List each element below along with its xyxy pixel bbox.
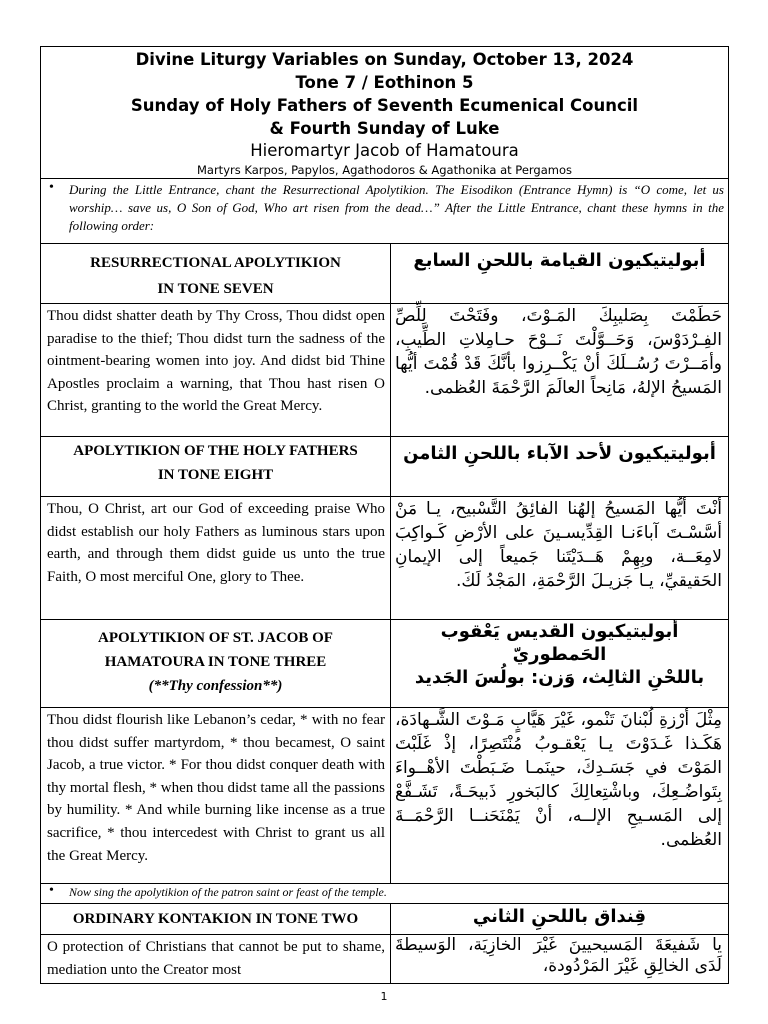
header-saint: Hieromartyr Jacob of Hamatoura xyxy=(250,141,519,160)
liturgy-page xyxy=(40,46,728,984)
page-number: 1 xyxy=(380,990,388,1003)
document-header xyxy=(41,47,729,179)
hymn3-en-text: Thou didst flourish like Lebanon’s cedar, * with no fear thou didst suffer martyrdom, * thou becamest, O saint Jacob, a true victor. * For thou didst conquer death with thy mortal flesh, * when thou didst tame all the passions by humility. * And while burning like incense as a true sacrifice, * thou intercedest with Christ to grant us all the Great Mercy. xyxy=(41,708,391,884)
hymn2-en-title: APOLYTIKION OF THE HOLY FATHERS IN TONE EIGHT xyxy=(41,437,391,497)
hymn1-ar-text: حَطَمْتَ بِصَليبِكَ المَـوْتَ، وفَتَحْتَ لِلِّصِّ الفِـرْدَوْسَ، وَحَــوَّلْتَ نَــوْحَ حـامِلاتِ الطِّيبِ، وأمَــرْتَ رُسُــلَكَ أنْ يَكْــرِزوا بأنَّكَ قَدْ قُمْتَ أيُّها المَسيحُ الإلهُ، مَانِحاً العالَمَ الرَّحْمَةَ العُظمى. xyxy=(391,304,729,437)
header-title: Divine Liturgy Variables on Sunday, October 13, 2024 xyxy=(135,50,634,69)
hymn3-en-title: APOLYTIKION OF ST. JACOB OF HAMATOURA IN TONE THREE (**Thy confession**) xyxy=(41,620,391,708)
hymn1-en-text: Thou didst shatter death by Thy Cross, Thou didst open paradise to the thief; Thou didst turn the sadness of the ointment-bearing women into joy. And didst bid Thine Apostles proclaim a warning, that Thou hast risen O Christ, granting to the world the Great Mercy. xyxy=(41,304,391,437)
hymn4-en-text: O protection of Christians that cannot be put to shame, mediation unto the Creator most xyxy=(41,935,391,984)
hymn3-ar-title: أبوليتيكيون القديس يَعْقوب الحَمطوريّ باللحْنِ الثالِث، وَزن: بولُسَ الجَديد xyxy=(391,620,729,708)
hymn4-en-title: ORDINARY KONTAKION IN TONE TWO xyxy=(41,904,391,935)
hymn1-ar-title: أبوليتيكيون القيامة باللحنِ السابع xyxy=(391,244,729,304)
header-martyrs: Martyrs Karpos, Papylos, Agathodoros & Agathonika at Pergamos xyxy=(196,163,572,177)
hymn4-ar-title: قِنداق باللحنِ الثاني xyxy=(391,904,729,935)
hymn2-ar-text: أنْتَ أيُّها المَسيحُ إلهُنا الفائِقُ التَّسْبيح، يـا مَنْ أسَّسْـتَ آباءَنـا القِدِّيسـينَ على الأرْضِ كَـواكِبَ لامِعَــة، وبِهِمْ هَــدَيْتَنا جَميعاً إلى الإيمانِ الحَقيقيِّ، يـا جَزيـلَ الرَّحْمَةِ، المَجْدُ لَكَ. xyxy=(391,497,729,620)
hymn2-en-text: Thou, O Christ, art our God of exceeding praise Who didst establish our holy Fathers as luminous stars upon earth, and through them didst guide us unto the true Faith, O most merciful One, glory to Thee. xyxy=(41,497,391,620)
patron-note-text: Now sing the apolytikion of the patron saint or feast of the temple. xyxy=(69,885,387,899)
hymn2-ar-title: أبوليتيكيون لأحد الآباء باللحنِ الثامن xyxy=(391,437,729,497)
patron-note xyxy=(41,884,729,904)
instruction-text: During the Little Entrance, chant the Resurrectional Apolytikion. The Eisodikon (Entrance Hymn) is “O come, let us worship… save us, O Son of God, Who art risen from the dead…” After the Little Entrance, chant these hymns in the following order: xyxy=(69,182,724,233)
hymn1-en-title: RESURRECTIONAL APOLYTIKION IN TONE SEVEN xyxy=(41,244,391,304)
liturgy-table xyxy=(40,46,729,984)
hymn3-ar-text: مِثْلَ أرْزةِ لُبْنانَ تَنْمو، غَيْرَ هَيَّابٍ مَـوْتَ الشَّـهادَة، هَكَـذا غَـدَوْتَ يـا يَعْقـوبُ مُنْتَصِرًا، إذْ غَلَبْتَ المَوْتَ في جَسَـدِكَ، حينَمـا ضَـبَطْتَ الأهْــواءَ بِتَواضُـعِكَ، وباشْتِعالِكَ كالبَخورِ ذَبيحَـةً، تَشَـفَّعْ إلى المَسـيحِ الإلــه، أنْ يَمْنَحَنــا الرَّحْمَــةَ العُظمى. xyxy=(391,708,729,884)
bullet-icon: • xyxy=(49,180,54,195)
bullet-icon: • xyxy=(49,883,54,898)
header-tone: Tone 7 / Eothinon 5 xyxy=(295,73,474,92)
instruction-note xyxy=(41,179,729,244)
hymn3-melody-note: (**Thy confession**) xyxy=(148,678,283,694)
header-feast: Sunday of Holy Fathers of Seventh Ecumenical Council xyxy=(130,96,639,115)
header-sunday: & Fourth Sunday of Luke xyxy=(269,119,500,138)
hymn4-ar-text: يا شَفيعَةَ المَسيحيينَ غَيْرَ الخازِيَة، الوَسيطةَ لَدَى الخالِقِ غَيْرَ المَرْدُودة، xyxy=(391,935,729,984)
